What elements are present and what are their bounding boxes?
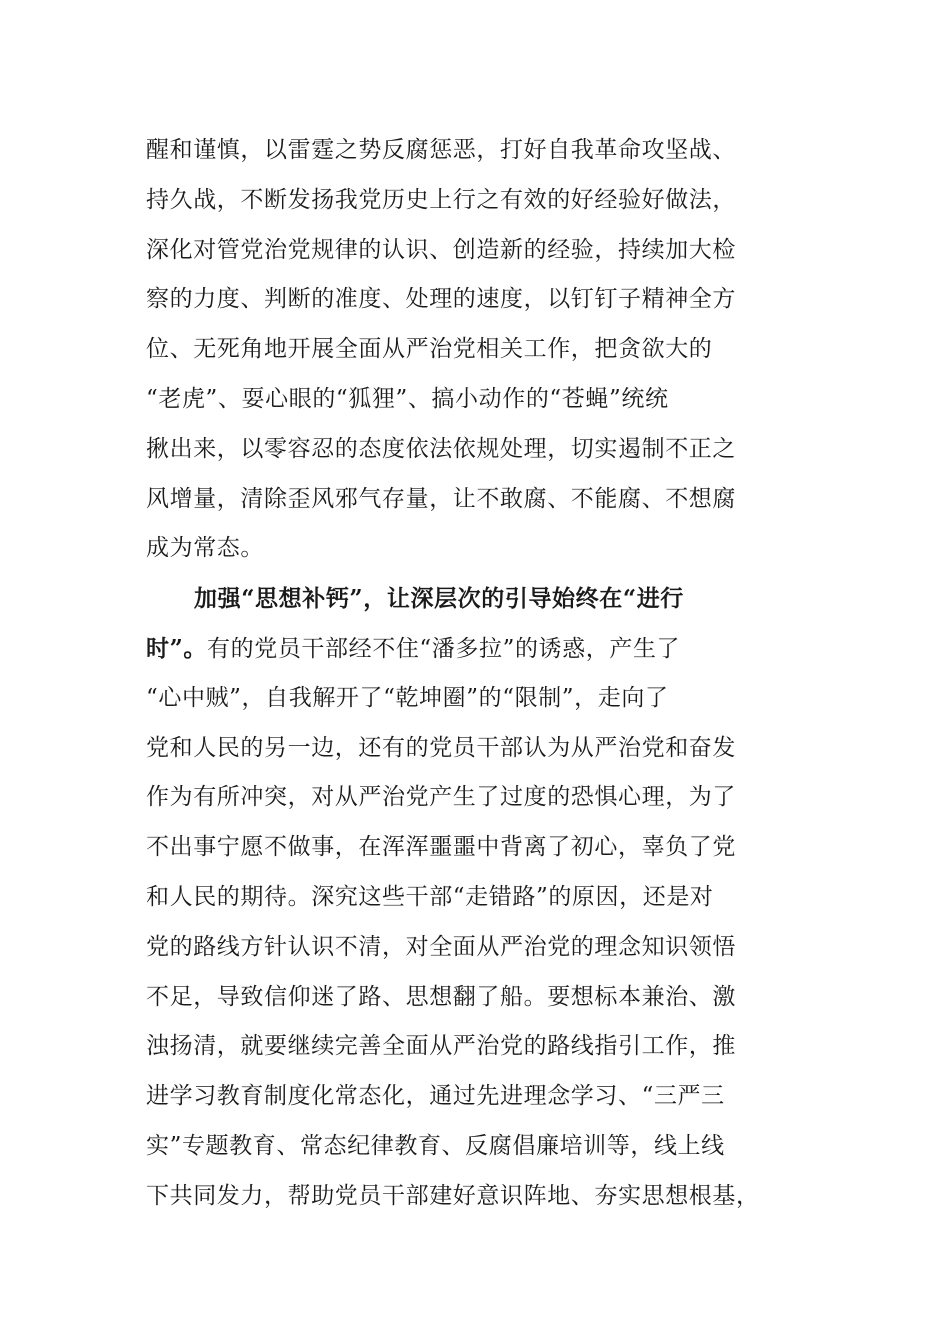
text-line <box>146 624 806 674</box>
text-line: 察的力度、判断的准度、处理的速度，以钉钉子精神全方 <box>146 286 736 313</box>
text-line: 深化对管党治党规律的认识、创造新的经验，持续加大检 <box>146 236 736 263</box>
text-line: 位、无死角地开展全面从严治党相关工作，把贪欲大的 <box>146 336 713 363</box>
text-line: 进学习教育制度化常态化，通过先进理念学习、“三严三 <box>146 1083 725 1110</box>
paragraph-2 <box>146 574 806 1221</box>
paragraph-heading: 加强“思想补钙”，让深层次的引导始终在“进行 <box>194 585 684 613</box>
document-body <box>146 126 806 1222</box>
text-line: 党和人民的另一边，还有的党员干部认为从严治党和奋发 <box>146 734 736 761</box>
text-line: 揪出来，以零容忍的态度依法依规处理，切实遏制不正之 <box>146 435 736 462</box>
text-line: 下共同发力，帮助党员干部建好意识阵地、夯实思想根基， <box>146 1182 760 1209</box>
text-line: 党的路线方针认识不清，对全面从严治党的理念知识领悟 <box>146 933 736 960</box>
text-line: 和人民的期待。深究这些干部“走错路”的原因，还是对 <box>146 883 714 910</box>
text-line: 实”专题教育、常态纪律教育、反腐倡廉培训等，线上线 <box>146 1132 725 1159</box>
text-line: 风增量，清除歪风邪气存量，让不敢腐、不能腐、不想腐 <box>146 485 736 512</box>
text-line: 成为常态。 <box>146 535 264 562</box>
text-line: “心中贼”，自我解开了“乾坤圈”的“限制”，走向了 <box>146 684 669 711</box>
text-line: 醒和谨慎，以雷霆之势反腐惩恶，打好自我革命攻坚战、 <box>146 137 736 163</box>
paragraph-1 <box>146 126 806 574</box>
paragraph-heading-end: 时”。 <box>146 634 208 662</box>
text-line: 持久战，不断发扬我党历史上行之有效的好经验好做法， <box>146 186 736 213</box>
text-line: “老虎”、耍心眼的“狐狸”、搞小动作的“苍蝇”统统 <box>146 385 669 412</box>
text-line: 浊扬清，就要继续完善全面从严治党的路线指引工作，推 <box>146 1033 736 1060</box>
text-line: 不足，导致信仰迷了路、思想翻了船。要想标本兼治、激 <box>146 983 736 1010</box>
text-line-rest: 有的党员干部经不住“潘多拉”的诱惑，产生了 <box>207 635 681 662</box>
text-line: 不出事宁愿不做事，在浑浑噩噩中背离了初心，辜负了党 <box>146 834 736 861</box>
text-line: 作为有所冲突，对从严治党产生了过度的恐惧心理，为了 <box>146 784 736 811</box>
